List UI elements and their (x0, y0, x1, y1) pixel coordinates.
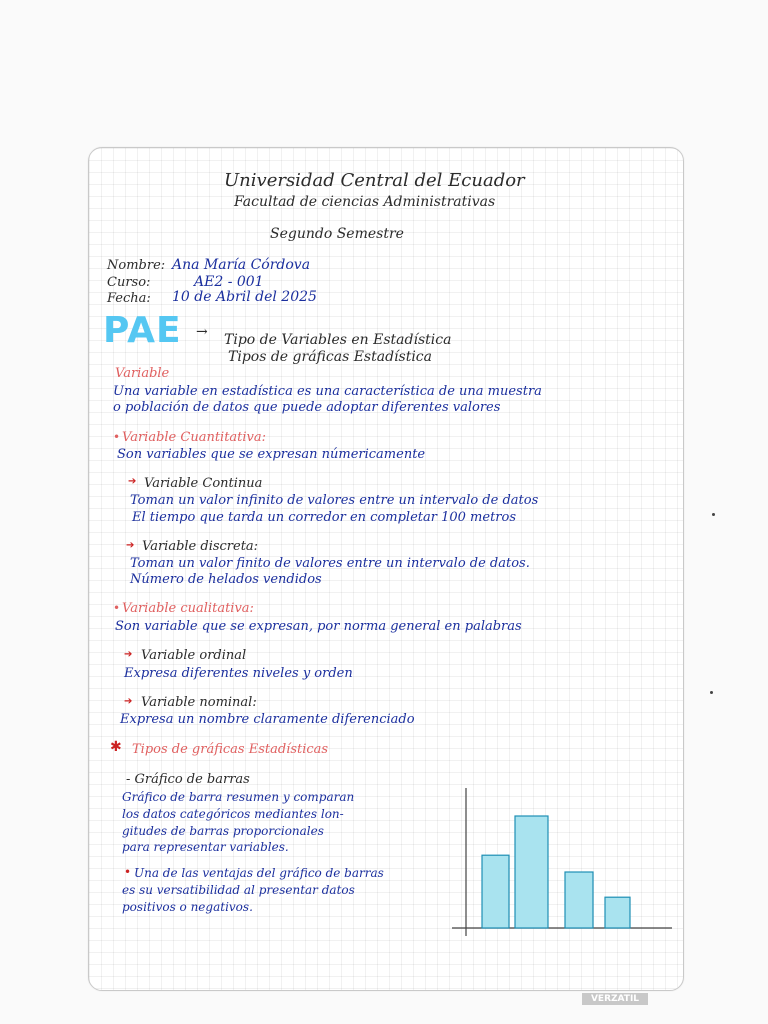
bar-text-4: para representar variables. (122, 840, 289, 854)
bullet-icon: • (113, 430, 121, 444)
ordinal-text: Expresa diferentes niveles y orden (124, 666, 353, 681)
chart-bar (565, 872, 593, 928)
chart-bar (515, 816, 548, 928)
semester-title: Segundo Semestre (270, 226, 404, 242)
bar-note-1: Una de las ventajas del gráfico de barras (134, 866, 384, 880)
arrow-marker-icon: ➔ (124, 696, 133, 707)
qualitative-text: Son variable que se expresan, por norma general en palabras (115, 619, 522, 634)
arrow-marker-icon: ➔ (126, 540, 135, 551)
chart-bar (482, 855, 509, 928)
pen-dot (710, 691, 713, 694)
name-label: Nombre: (107, 258, 166, 273)
bar-text-1: Gráfico de barra resumen y comparan (122, 790, 355, 804)
arrow-marker-icon: ➔ (128, 476, 137, 487)
bar-chart-heading: - Gráfico de barras (126, 772, 250, 787)
bullet-icon: • (124, 865, 132, 879)
faculty-title: Facultad de ciencias Administrativas (234, 194, 496, 210)
arrow-marker-icon: ➔ (124, 649, 133, 660)
ordinal-heading: Variable ordinal (141, 648, 247, 663)
discrete-text-2: Número de helados vendidos (130, 572, 322, 587)
topic-line-2: Tipos de gráficas Estadística (228, 349, 432, 365)
continuous-heading: Variable Continua (144, 476, 263, 491)
quantitative-text: Son variables que se expresan númericamente (117, 447, 426, 462)
discrete-text-1: Toman un valor finito de valores entre un intervalo de datos. (130, 556, 530, 571)
bullet-icon: • (113, 601, 121, 615)
date-label: Fecha: (107, 291, 151, 306)
variable-text-1: Una variable en estadística es una característica de una muestra (113, 384, 542, 399)
variable-heading: Variable (115, 366, 170, 381)
date-value: 10 de Abril del 2025 (172, 289, 317, 305)
continuous-text-2: El tiempo que tarda un corredor en completar 100 metros (132, 510, 517, 525)
name-value: Ana María Córdova (172, 257, 311, 273)
pen-dot (712, 513, 715, 516)
continuous-text-1: Toman un valor infinito de valores entre un intervalo de datos (130, 493, 539, 508)
pae-badge: PAE (103, 310, 182, 351)
course-value: AE2 - 001 (194, 274, 264, 290)
chart-types-heading: Tipos de gráficas Estadísticas (132, 742, 329, 757)
quantitative-heading: Variable Cuantitativa: (122, 430, 267, 445)
discrete-heading: Variable discreta: (142, 539, 259, 554)
brand-watermark: VERZATIL (582, 993, 648, 1005)
nominal-heading: Variable nominal: (141, 695, 257, 710)
star-marker-icon: ✱ (110, 739, 122, 755)
qualitative-heading: Variable cualitativa: (122, 601, 254, 616)
chart-bar (605, 897, 630, 928)
bar-note-2: es su versatibilidad al presentar datos (122, 883, 355, 897)
variable-text-2: o población de datos que puede adoptar diferentes valores (113, 400, 501, 415)
bar-text-2: los datos categóricos mediantes lon- (122, 807, 344, 821)
nominal-text: Expresa un nombre claramente diferenciado (120, 712, 415, 727)
university-title: Universidad Central del Ecuador (224, 170, 525, 191)
topic-line-1: Tipo de Variables en Estadística (224, 332, 452, 348)
bar-note-3: positivos o negativos. (122, 900, 253, 914)
arrow-icon: → (196, 324, 208, 340)
course-label: Curso: (107, 275, 151, 290)
bar-text-3: gitudes de barras proporcionales (122, 824, 324, 838)
